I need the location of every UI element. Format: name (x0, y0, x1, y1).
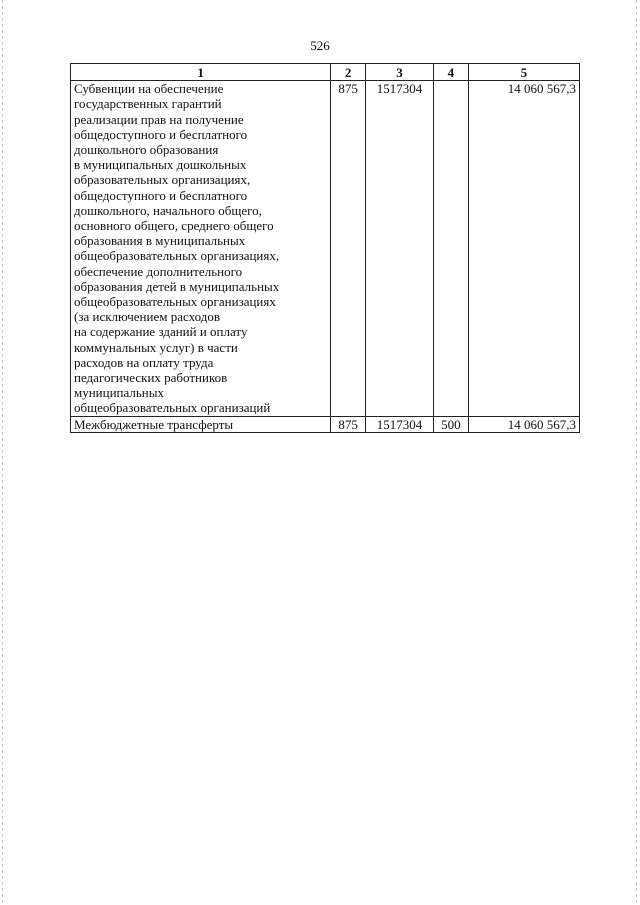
name-line: в муниципальных дошкольных (74, 157, 247, 173)
row-2-col-4: 500 (434, 416, 469, 432)
header-col-2: 2 (331, 64, 366, 81)
row-2-col-5: 14 060 567,3 (468, 416, 579, 432)
row-2-col-2: 875 (331, 416, 366, 432)
row-1-col-3: 1517304 (365, 81, 433, 416)
name-line: на содержание зданий и оплату (74, 324, 248, 340)
name-line: образования в муниципальных (74, 233, 246, 249)
name-line: дошкольного образования (74, 142, 219, 158)
name-line: расходов на оплату труда (74, 354, 214, 370)
row-1-name (71, 81, 331, 416)
header-col-3: 3 (365, 64, 433, 81)
header-col-1: 1 (71, 64, 331, 81)
header-col-4: 4 (434, 64, 469, 81)
row-1-col-2: 875 (331, 81, 366, 416)
budget-table (70, 63, 580, 433)
name-line: общеобразовательных организациях, (74, 248, 280, 264)
name-line: государственных гарантий (74, 96, 222, 112)
header-col-5: 5 (468, 64, 579, 81)
page-number: 526 (310, 38, 330, 53)
row-2-col-3: 1517304 (365, 416, 433, 432)
table-row (71, 416, 580, 432)
name-line: основного общего, среднего общего (74, 218, 274, 234)
name-line: образовательных организациях, (74, 172, 251, 188)
name-line: обеспечение дополнительного (74, 263, 243, 279)
name-line: Межбюджетные трансферты (74, 416, 234, 432)
table-row (71, 81, 580, 416)
row-1-col-4 (434, 81, 469, 416)
table-header-row (71, 64, 580, 81)
row-2-name (71, 416, 331, 432)
name-line: муниципальных (74, 385, 165, 401)
name-line: общедоступного и бесплатного (74, 126, 248, 142)
name-line: дошкольного, начального общего, (74, 202, 262, 218)
name-line: общедоступного и бесплатного (74, 187, 248, 203)
name-line: коммунальных услуг) в части (74, 339, 238, 355)
row-1-col-5: 14 060 567,3 (468, 81, 579, 416)
name-line: педагогических работников (74, 370, 228, 386)
left-margin-line (2, 0, 3, 905)
name-line: общеобразовательных организаций (74, 400, 271, 416)
name-line: (за исключением расходов (74, 309, 220, 325)
name-line: реализации прав на получение (74, 111, 244, 127)
name-line: образования детей в муниципальных (74, 278, 280, 294)
name-line: Субвенции на обеспечение (74, 81, 224, 97)
right-margin-line (636, 0, 637, 905)
name-line: общеобразовательных организациях (74, 294, 276, 310)
